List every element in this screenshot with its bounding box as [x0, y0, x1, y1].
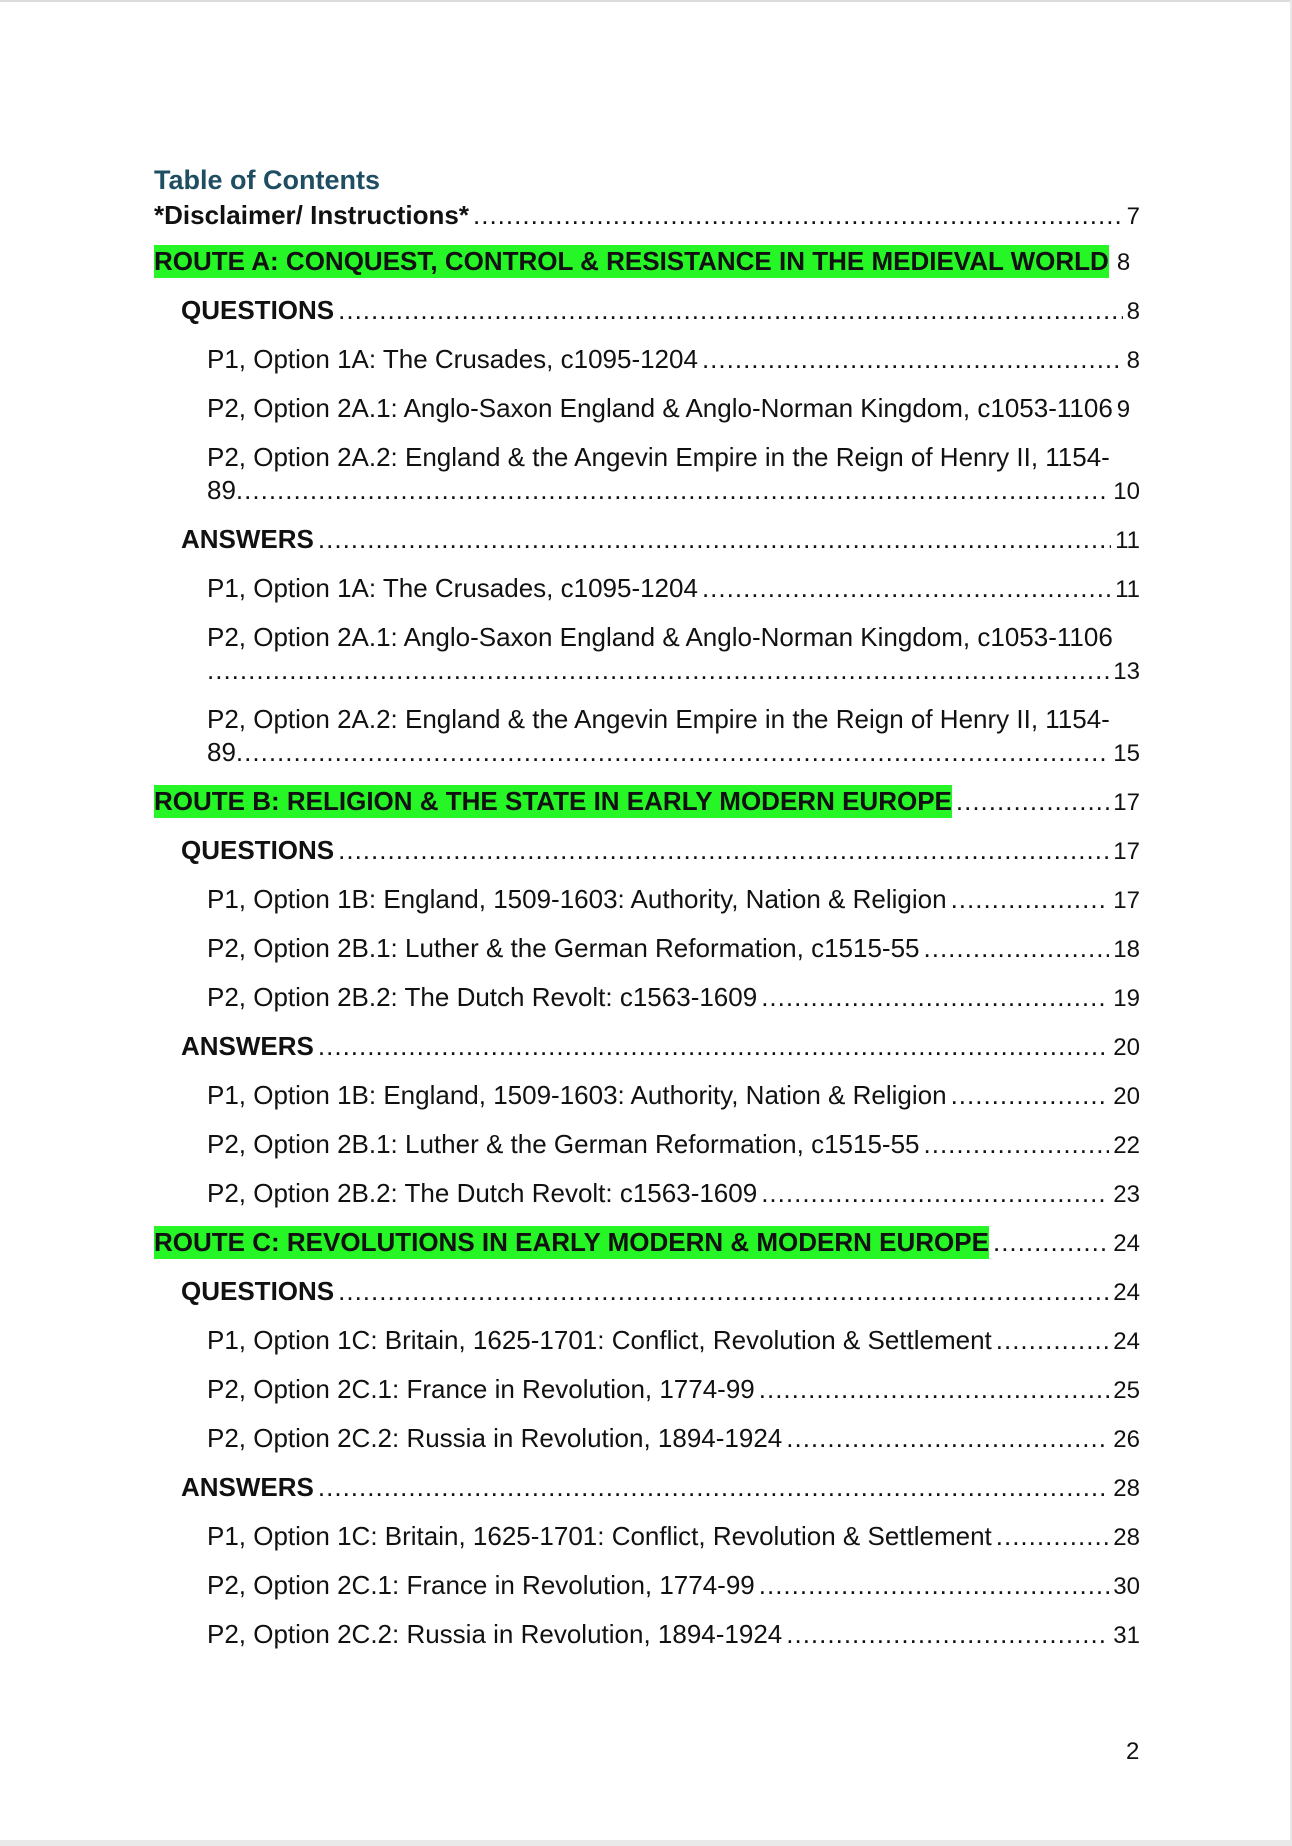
table-of-contents	[154, 162, 1140, 1667]
toc-entry-label: P1, Option 1A: The Crusades, c1095-1204	[207, 344, 698, 374]
toc-entry[interactable]	[154, 1520, 1140, 1554]
toc-entry-label: P2, Option 2B.2: The Dutch Revolt: c1563-1609	[207, 1178, 758, 1208]
dot-leader	[236, 474, 1109, 507]
toc-entry-route-a[interactable]	[154, 245, 1140, 279]
toc-entry-route-a-answers[interactable]	[154, 523, 1140, 557]
toc-page-number: 24	[1113, 1230, 1140, 1257]
toc-entry[interactable]	[154, 1128, 1140, 1162]
dot-leader	[993, 1226, 1109, 1259]
toc-entry[interactable]	[154, 1373, 1140, 1407]
toc-page-number: 23	[1113, 1181, 1140, 1208]
toc-entry[interactable]	[154, 1422, 1140, 1456]
toc-page-number: 30	[1113, 1573, 1140, 1600]
toc-page-number: 17	[1113, 887, 1140, 914]
toc-entry-label: P1, Option 1B: England, 1509-1603: Authority, Nation & Religion	[207, 884, 947, 914]
toc-route-title: ROUTE B: RELIGION & THE STATE IN EARLY MODERN EUROPE	[154, 786, 952, 816]
dot-leader	[996, 1324, 1110, 1357]
toc-page-number: 7	[1126, 203, 1140, 230]
toc-page-number: 25	[1113, 1377, 1140, 1404]
dot-leader	[761, 1177, 1109, 1210]
dot-leader	[338, 1275, 1109, 1308]
dot-leader	[761, 981, 1109, 1014]
toc-page-number: 18	[1113, 936, 1140, 963]
toc-entry[interactable]	[154, 1324, 1140, 1358]
toc-entry-label: QUESTIONS	[181, 295, 335, 325]
toc-entry-label: ANSWERS	[181, 524, 314, 554]
toc-entry-label: ANSWERS	[181, 1031, 314, 1061]
toc-entry-label: P2, Option 2C.2: Russia in Revolution, 1894-1924	[207, 1423, 783, 1453]
toc-entry-label-line2: 89	[207, 737, 236, 767]
dot-leader	[759, 1373, 1110, 1406]
toc-entry-label: P1, Option 1A: The Crusades, c1095-1204	[207, 573, 698, 603]
toc-entry[interactable]	[154, 572, 1140, 606]
toc-entry-wrapped[interactable]	[154, 621, 1140, 688]
dot-leader	[338, 294, 1123, 327]
dot-leader	[318, 1471, 1109, 1504]
dot-leader	[996, 1520, 1110, 1553]
dot-leader	[338, 834, 1109, 867]
toc-entry[interactable]	[154, 981, 1140, 1015]
toc-entry-label: P2, Option 2C.1: France in Revolution, 1774-99	[207, 1570, 755, 1600]
dot-leader	[786, 1618, 1109, 1651]
toc-entry[interactable]	[154, 1618, 1140, 1652]
toc-entry-disclaimer[interactable]	[154, 199, 1140, 233]
toc-page-number: 19	[1113, 985, 1140, 1012]
toc-page-number: 8	[1116, 249, 1131, 276]
toc-entry-label: P2, Option 2B.1: Luther & the German Reformation, c1515-55	[207, 933, 920, 963]
toc-entry-route-a-questions[interactable]	[154, 294, 1140, 328]
toc-entry-wrapped[interactable]	[154, 703, 1140, 770]
dot-leader	[702, 572, 1111, 605]
dot-leader	[207, 654, 1109, 687]
toc-entry-wrapped[interactable]	[154, 441, 1140, 508]
toc-entry-label: P2, Option 2B.2: The Dutch Revolt: c1563-1609	[207, 982, 758, 1012]
toc-page-number: 20	[1113, 1034, 1140, 1061]
dot-leader	[924, 1128, 1110, 1161]
toc-entry-route-c-answers[interactable]	[154, 1471, 1140, 1505]
footer-page-number: 2	[1126, 1738, 1140, 1765]
dot-leader	[318, 523, 1111, 556]
dot-leader	[786, 1422, 1109, 1455]
toc-page-number: 31	[1113, 1622, 1140, 1649]
toc-entry-route-b[interactable]	[154, 785, 1140, 819]
toc-entry-label: *Disclaimer/ Instructions*	[154, 200, 469, 230]
dot-leader	[951, 883, 1110, 916]
toc-entry-label: P1, Option 1C: Britain, 1625-1701: Conflict, Revolution & Settlement	[207, 1521, 992, 1551]
toc-page-number: 10	[1113, 478, 1140, 505]
toc-entry[interactable]	[154, 343, 1140, 377]
toc-entry-label-line1: P2, Option 2A.2: England & the Angevin Empire in the Reign of Henry II, 1154-	[207, 442, 1110, 472]
dot-leader	[318, 1030, 1109, 1063]
toc-page-number: 26	[1113, 1426, 1140, 1453]
toc-entry[interactable]	[154, 1569, 1140, 1603]
toc-entry-label: ANSWERS	[181, 1472, 314, 1502]
toc-page-number: 17	[1113, 789, 1140, 816]
toc-entry-label-line1: P2, Option 2A.1: Anglo-Saxon England & Anglo-Norman Kingdom, c1053-1106	[207, 622, 1113, 652]
toc-title: Table of Contents	[154, 165, 380, 195]
toc-entry[interactable]	[154, 1177, 1140, 1211]
toc-entry-label: P2, Option 2A.1: Anglo-Saxon England & Anglo-Norman Kingdom, c1053-1106	[207, 393, 1113, 423]
toc-entry-route-c[interactable]	[154, 1226, 1140, 1260]
toc-entry-label-line2: 89	[207, 475, 236, 505]
toc-page-number: 20	[1113, 1083, 1140, 1110]
toc-route-title: ROUTE A: CONQUEST, CONTROL & RESISTANCE IN THE MEDIEVAL WORLD	[154, 246, 1109, 276]
toc-page-number: 9	[1116, 396, 1131, 423]
dot-leader	[236, 736, 1109, 769]
toc-entry-route-b-answers[interactable]	[154, 1030, 1140, 1064]
toc-entry-label: P1, Option 1B: England, 1509-1603: Authority, Nation & Religion	[207, 1080, 947, 1110]
dot-leader	[759, 1569, 1110, 1602]
toc-entry-route-b-questions[interactable]	[154, 834, 1140, 868]
toc-page-number: 28	[1113, 1524, 1140, 1551]
toc-entry-label: QUESTIONS	[181, 835, 335, 865]
toc-page-number: 15	[1113, 740, 1140, 767]
dot-leader	[702, 343, 1123, 376]
toc-entry-label: P2, Option 2B.1: Luther & the German Reformation, c1515-55	[207, 1129, 920, 1159]
dot-leader	[956, 785, 1109, 818]
toc-entry[interactable]	[154, 883, 1140, 917]
toc-route-title: ROUTE C: REVOLUTIONS IN EARLY MODERN & MODERN EUROPE	[154, 1227, 989, 1257]
toc-entry-label: P1, Option 1C: Britain, 1625-1701: Conflict, Revolution & Settlement	[207, 1325, 992, 1355]
toc-entry[interactable]	[154, 932, 1140, 966]
toc-entry-route-c-questions[interactable]	[154, 1275, 1140, 1309]
toc-page-number: 8	[1126, 347, 1140, 374]
toc-page-number: 24	[1113, 1328, 1140, 1355]
toc-page-number: 22	[1113, 1132, 1140, 1159]
toc-page-number: 11	[1115, 576, 1140, 603]
dot-leader	[473, 199, 1123, 232]
toc-entry[interactable]	[154, 1079, 1140, 1113]
toc-entry-label: P2, Option 2C.2: Russia in Revolution, 1894-1924	[207, 1619, 783, 1649]
dot-leader	[951, 1079, 1110, 1112]
toc-entry-label: P2, Option 2C.1: France in Revolution, 1774-99	[207, 1374, 755, 1404]
toc-page-number: 11	[1115, 527, 1140, 554]
toc-page-number: 17	[1113, 838, 1140, 865]
toc-page-number: 24	[1113, 1279, 1140, 1306]
toc-entry-label: QUESTIONS	[181, 1276, 335, 1306]
dot-leader	[924, 932, 1110, 965]
toc-page-number: 28	[1113, 1475, 1140, 1502]
toc-page-number: 8	[1126, 298, 1140, 325]
toc-entry[interactable]	[154, 392, 1140, 426]
toc-entry-label-line1: P2, Option 2A.2: England & the Angevin Empire in the Reign of Henry II, 1154-	[207, 704, 1110, 734]
toc-page-number: 13	[1113, 658, 1140, 685]
